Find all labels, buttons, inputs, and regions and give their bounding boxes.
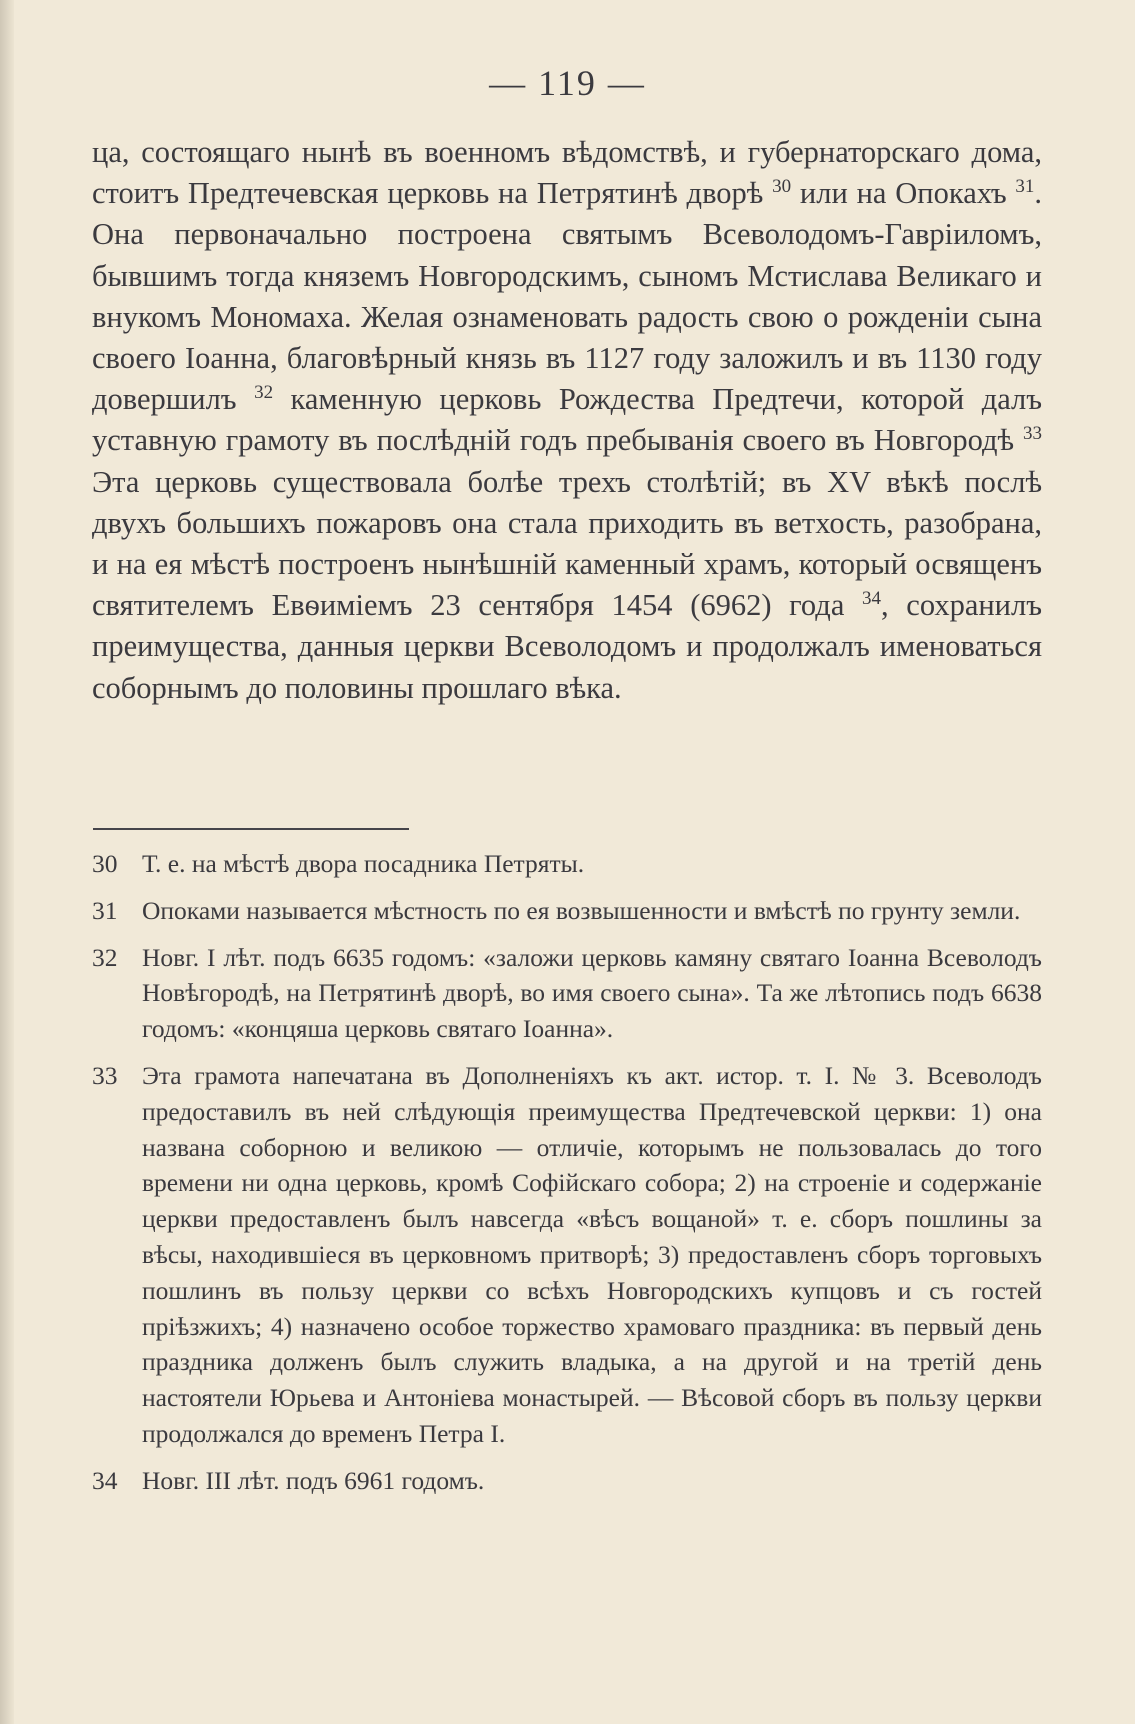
footnote-ref-32[interactable]: 32 xyxy=(254,382,274,404)
footnote-number: 31 xyxy=(92,895,118,925)
body-segment: , сохранилъ преимущества, данныя церкви Всеволодомъ и продолжалъ именоваться соборнымъ до половины прошлаго вѣка. xyxy=(92,588,1042,705)
footnote-33 xyxy=(92,1058,1042,1452)
main-paragraph xyxy=(92,132,1042,709)
footnotes xyxy=(92,846,1042,1510)
footnote-31 xyxy=(92,893,1042,929)
footnote-text: Опоками называется мѣстность по ея возвышенности и вмѣстѣ по грунту земли. xyxy=(142,895,1021,925)
page-number: — 119 — xyxy=(489,63,646,103)
footnote-ref-30[interactable]: 30 xyxy=(772,176,792,198)
footnote-ref-31[interactable]: 31 xyxy=(1015,176,1035,198)
footnote-ref-34[interactable]: 34 xyxy=(862,588,882,610)
footnote-32 xyxy=(92,940,1042,1047)
footnote-number: 33 xyxy=(92,1060,118,1090)
footnote-number: 32 xyxy=(92,942,118,972)
body-segment: каменную церковь Рождества Предтечи, которой далъ уставную грамоту въ послѣдній годъ пребыванія своего въ Новгородѣ xyxy=(92,382,1043,458)
footnote-text: Т. е. на мѣстѣ двора посадника Петряты. xyxy=(142,849,585,878)
footnote-number: 30 xyxy=(92,849,118,878)
page-gutter-shadow xyxy=(0,0,14,1724)
main-text xyxy=(92,132,1042,709)
footnote-text: Новг. I лѣт. подъ 6635 годомъ: «заложи церковь камяну святаго Іоанна Всеволодъ Новѣгородѣ, на Петрятинѣ дворѣ, во имя своего сына». Та же лѣтопись подъ 6638 годомъ: «концяша церковь святаго Іоанна». xyxy=(142,942,1042,1044)
footnote-text: Новг. III лѣт. подъ 6961 годомъ. xyxy=(142,1465,485,1495)
footnote-ref-33[interactable]: 33 xyxy=(1023,423,1043,445)
footnote-34 xyxy=(92,1463,1042,1499)
footnote-30 xyxy=(92,846,1042,882)
body-segment: . Она первоначально построена святымъ Всеволодомъ-Гавріиломъ, бывшимъ тогда княземъ Новгородскимъ, сыномъ Мстислава Великаго и внукомъ Мономаха. Желая ознаменовать радость свою о рожденіи сына своего Іоанна, благовѣрный князь въ 1127 году заложилъ и въ 1130 году довершилъ xyxy=(92,176,1043,417)
body-segment: или на Опокахъ xyxy=(791,176,1007,211)
footnote-text: Эта грамота напечатана въ Дополненіяхъ къ акт. истор. т. I. № 3. Всеволодъ предоставилъ въ ней слѣдующія преимущества Предтечевской церкви: 1) она названа соборною и великою — отличіе, которымъ не пользовалась до того времени ни одна церковь, кромѣ Софійскаго собора; 2) на строеніе и содержаніе церкви предоставленъ былъ навсегда «вѣсъ вощаной» т. е. сборъ пошлины за вѣсы, находившіеся въ церковномъ притворѣ; 3) предоставленъ сборъ торговыхъ пошлинъ въ пользу церкви со всѣхъ Новгородскихъ купцовъ и съ гостей пріѣзжихъ; 4) назначено особое торжество храмоваго праздника: въ первый день праздника долженъ былъ служить владыка, а на другой и на третій день настоятели Юрьева и Антоніева монастырей. — Вѣсовой сборъ въ пользу церкви продолжался до временъ Петра I. xyxy=(142,1060,1042,1448)
body-segment: Эта церковь существовала болѣе трехъ столѣтій; въ XV вѣкѣ послѣ двухъ большихъ пожаровъ она стала приходить въ ветхость, разобрана, и на ея мѣстѣ построенъ нынѣшній каменный храмъ, который освященъ святителемъ Евѳиміемъ 23 сентября 1454 (6962) года xyxy=(92,464,1042,623)
footnote-divider xyxy=(93,828,409,830)
footnote-number: 34 xyxy=(92,1465,118,1495)
body-segment: ца, состоящаго нынѣ въ военномъ вѣдомствѣ, и губернаторскаго дома, стоитъ Предтечевская церковь на Петрятинѣ дворѣ xyxy=(92,135,1042,211)
